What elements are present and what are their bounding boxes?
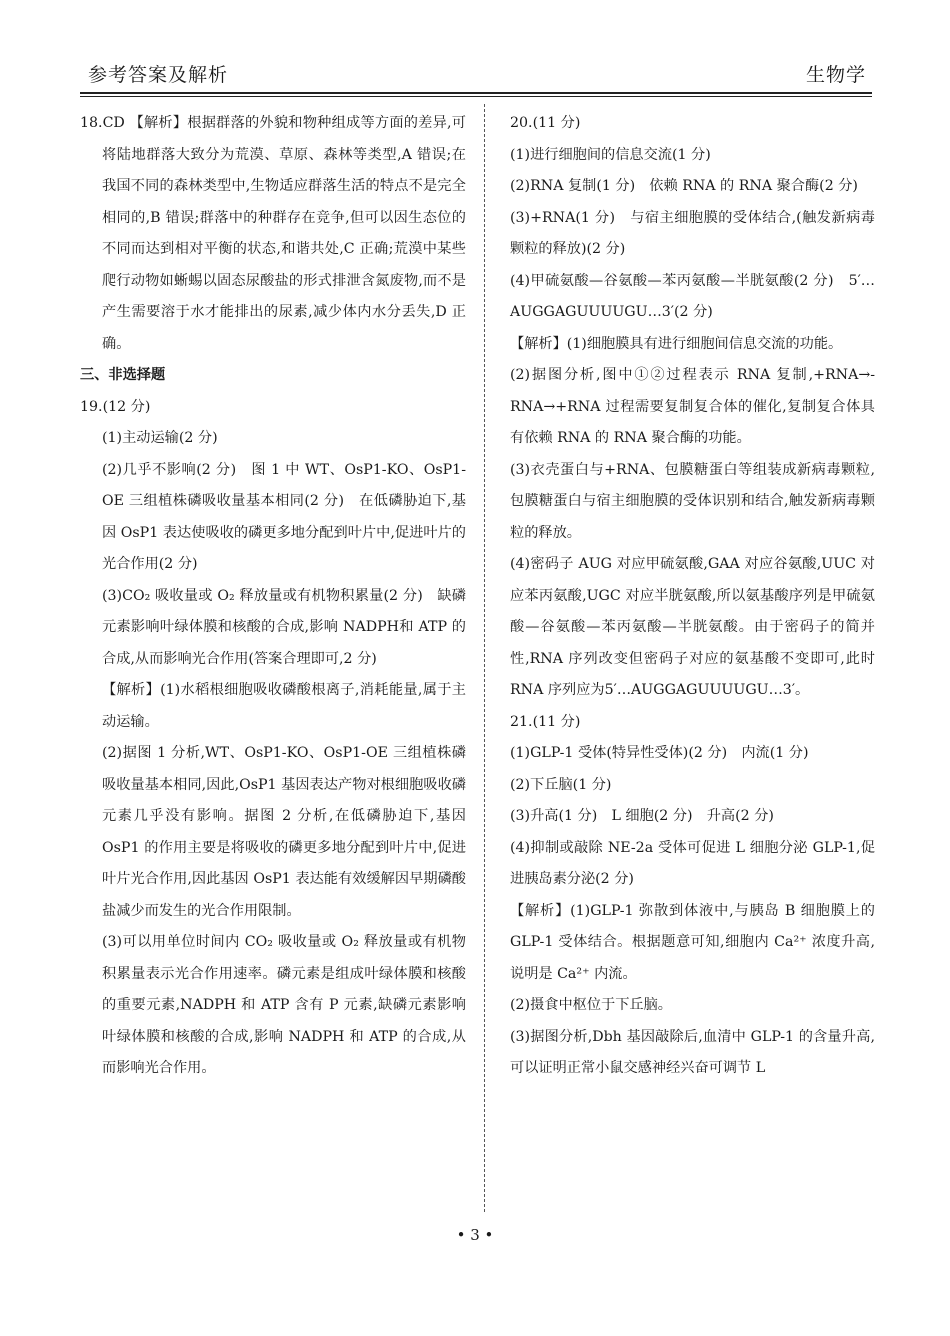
q20-analysis-2: (2)据图分析,图中①②过程表示 RNA 复制,+RNA→-RNA→+RNA 过程需要复制复合体的催化,复制复合体具有依赖 RNA 的 RNA 聚合酶的功能。 [510,367,875,446]
q20-part1: (1)进行细胞间的信息交流(1 分) [510,146,711,163]
q19-analysis-2: (2)据图 1 分析,WT、OsP1-KO、OsP1-OE 三组植株磷吸收量基本相同,因此,OsP1 基因表达产物对根细胞吸收磷元素几乎没有影响。据图 2 分析,在低磷胁迫下,基因 OsP1 的作用主要是将吸收的磷更多地分配到叶片中,促进叶片光合作用,因此基因 OsP1 表达能有效缓解因早期磷酸盐减少而发生的光合作用限制。 [102,745,466,919]
q19-part1: (1)主动运输(2 分) [102,430,218,446]
page-number: • 3 • [456,1226,494,1244]
q21-part2: (2)下丘脑(1 分) [510,776,612,793]
q20-analysis-1: 【解析】(1)细胞膜具有进行细胞间信息交流的功能。 [510,335,843,352]
q21-part3: (3)升高(1 分) L 细胞(2 分) 升高(2 分) [510,808,774,824]
header-rule-thick [80,92,872,94]
q19-title: 19.(12 分) [80,398,151,415]
q21-part4: (4)抑制或敲除 NE-2a 受体可促进 L 细胞分泌 GLP-1,促进胰岛素分泌(2 分) [510,839,875,887]
q19-analysis-3: (3)可以用单位时间内 CO₂ 吸收量或 O₂ 释放量或有机物积累量表示光合作用速率。磷元素是组成叶绿体膜和核酸的重要元素,NADPH 和 ATP 含有 P 元素,缺磷元素影响叶绿体膜和核酸的合成,影响 NADPH 和 ATP 的合成,从而影响光合作用。 [102,934,466,1076]
header-rule-thin [80,96,872,97]
q21-part1: (1)GLP-1 受体(特异性受体)(2 分) 内流(1 分) [510,745,809,761]
q21-analysis-3: (3)据图分析,Dbh 基因敲除后,血清中 GLP-1 的含量升高,可以证明正常小鼠交感神经兴奋可调节 L [510,1028,875,1076]
q21-analysis-2: (2)摄食中枢位于下丘脑。 [510,997,672,1013]
q19-part3: (3)CO₂ 吸收量或 O₂ 释放量或有机物积累量(2 分) 缺磷元素影响叶绿体膜和核酸的合成,影响 NADPH和 ATP 的合成,从而影响光合作用(答案合理即可,2 分) [102,587,466,667]
q20-title: 20.(11 分) [510,115,581,131]
header-title: 参考答案及解析 [88,64,229,86]
page-header [80,58,872,90]
q21-analysis-1: 【解析】(1)GLP-1 弥散到体液中,与胰岛 B 细胞膜上的 GLP-1 受体结合。根据题意可知,细胞内 Ca²⁺ 浓度升高,说明是 Ca²⁺ 内流。 [510,902,875,982]
section-heading: 三、非选择题 [80,367,166,383]
q20-part3: (3)+RNA(1 分) 与宿主细胞膜的受体结合,(触发新病毒颗粒的释放)(2 分) [510,209,875,257]
q20-part2: (2)RNA 复制(1 分) 依赖 RNA 的 RNA 聚合酶(2 分) [510,178,858,194]
header-subject: 生物学 [805,64,866,86]
q19-part2: (2)几乎不影响(2 分) 图 1 中 WT、OsP1-KO、OsP1-OE 三组植株磷吸收量基本相同(2 分) 在低磷胁迫下,基因 OsP1 表达使吸收的磷更多地分配到叶片中,促进叶片的光合作用(2 分) [102,461,466,572]
right-column [510,108,875,1085]
left-column [80,108,466,1085]
q20-analysis-4: (4)密码子 AUG 对应甲硫氨酸,GAA 对应谷氨酸,UUC 对应苯丙氨酸,UGC 对应半胱氨酸,所以氨基酸序列是甲硫氨酸—谷氨酸—苯丙氨酸—半胱氨酸。由于密码子的简并性,RNA 序列改变但密码子对应的氨基酸不变即可,此时 RNA 序列应为5′…AUGGAGUUUUGU…3′。 [510,556,875,698]
q21-title: 21.(11 分) [510,713,581,730]
q20-analysis-3: (3)衣壳蛋白与+RNA、包膜糖蛋白等组装成新病毒颗粒,包膜糖蛋白与宿主细胞膜的受体识别和结合,触发新病毒颗粒的释放。 [510,461,875,541]
q20-part4: (4)甲硫氨酸—谷氨酸—苯丙氨酸—半胱氨酸(2 分) 5′…AUGGAGUUUUGU…3′(2 分) [510,272,875,320]
answer-18: 18.CD 【解析】根据群落的外貌和物种组成等方面的差异,可将陆地群落大致分为荒漠、草原、森林等类型,A 错误;在我国不同的森林类型中,生物适应群落生活的特点不是完全相同的,B 错误;群落中的种群存在竞争,但可以因生态位的不同而达到相对平衡的状态,和谐共处,C 正确;荒漠中某些爬行动物如蜥蜴以固态尿酸盐的形式排泄含氮废物,而不是产生需要溶于水才能排出的尿素,减少体内水分丢失,D 正确。 [80,115,466,352]
q19-analysis-1: 【解析】(1)水稻根细胞吸收磷酸根离子,消耗能量,属于主动运输。 [102,682,466,730]
column-divider [484,104,485,1212]
